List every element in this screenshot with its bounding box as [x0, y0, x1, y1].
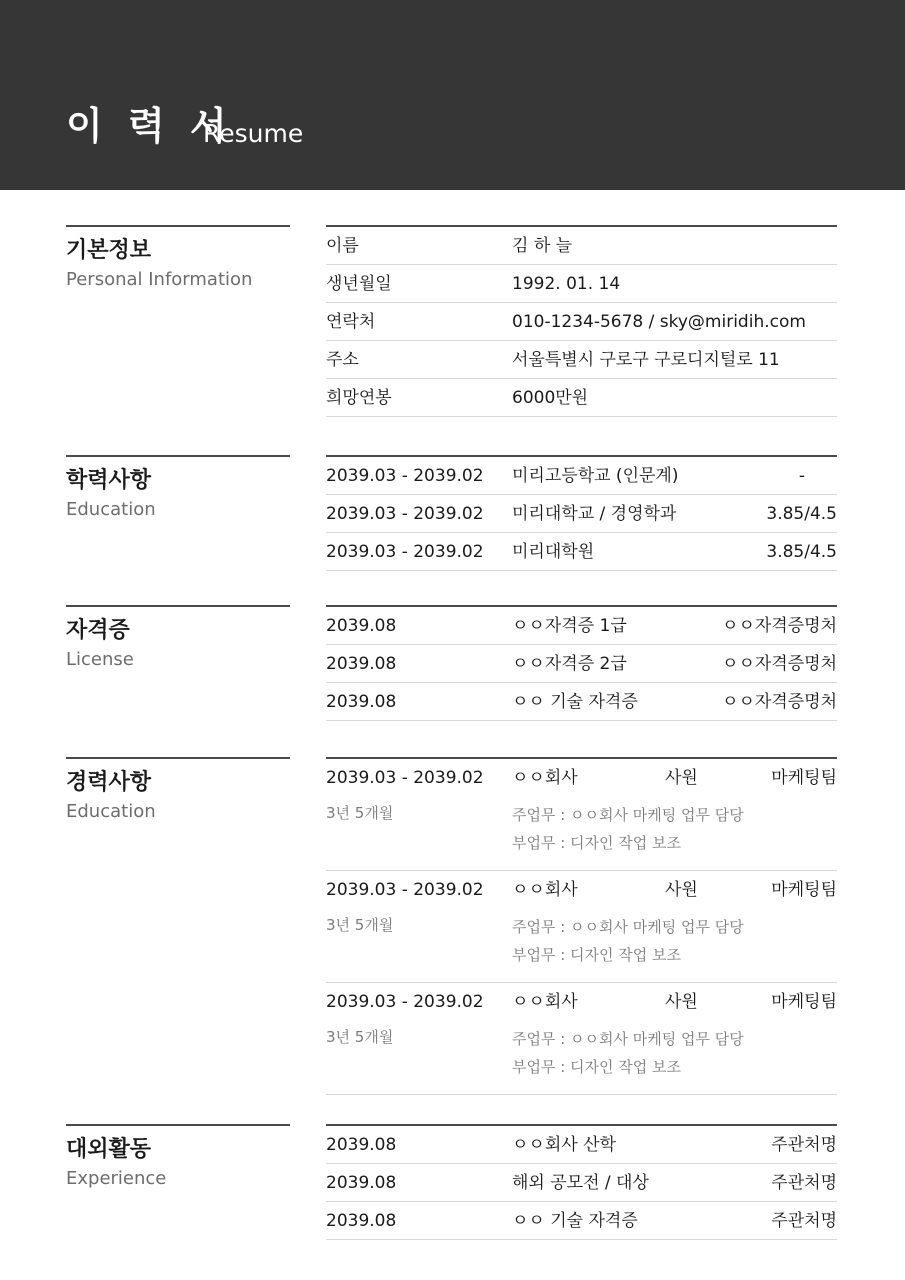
activity-name: ㅇㅇ회사 산학 [512, 1135, 616, 1155]
career-entry [326, 759, 837, 871]
field-label: 희망연봉 [326, 388, 392, 408]
field-value: 서울특별시 구로구 구로디지털로 11 [512, 350, 780, 370]
education-period: 2039.03 - 2039.02 [326, 504, 484, 524]
license-date: 2039.08 [326, 654, 397, 674]
activity-row [326, 1126, 837, 1164]
career-sub-duty: 부업무 : 디자인 작업 보조 [512, 834, 682, 852]
career-position: 사원 [665, 768, 698, 788]
career-period: 2039.03 - 2039.02 [326, 768, 484, 788]
field-label: 이름 [326, 236, 359, 256]
education-table [326, 455, 837, 571]
license-name: ㅇㅇ자격증 1급 [512, 616, 627, 636]
section-heading [66, 455, 290, 520]
activity-date: 2039.08 [326, 1211, 397, 1231]
career-team: 마케팅팀 [771, 880, 837, 900]
career-table [326, 757, 837, 1095]
career-company: ㅇㅇ회사 [512, 880, 578, 900]
field-value: 김 하 늘 [512, 236, 573, 256]
career-sub-duty: 부업무 : 디자인 작업 보조 [512, 946, 682, 964]
activity-organizer: 주관처명 [771, 1211, 837, 1231]
section-heading [66, 757, 290, 822]
field-value: 010-1234-5678 / sky@miridih.com [512, 312, 806, 332]
education-period: 2039.03 - 2039.02 [326, 466, 484, 486]
career-main-duty: 주업무 : ㅇㅇ회사 마케팅 업무 담당 [512, 806, 744, 824]
activity-organizer: 주관처명 [771, 1173, 837, 1193]
career-team: 마케팅팀 [771, 992, 837, 1012]
career-sub-duty: 부업무 : 디자인 작업 보조 [512, 1058, 682, 1076]
career-position: 사원 [665, 880, 698, 900]
resume-title: 이 력 서 [66, 104, 233, 148]
activities-table [326, 1124, 837, 1240]
career-entry [326, 983, 837, 1095]
field-label: 주소 [326, 350, 359, 370]
career-company: ㅇㅇ회사 [512, 768, 578, 788]
education-school: 미리대학교 / 경영학과 [512, 504, 677, 524]
career-duration: 3년 5개월 [326, 916, 394, 934]
education-row [326, 495, 837, 533]
section-title: 대외활동 [66, 1137, 152, 1162]
section-subtitle: Experience [66, 1168, 167, 1189]
career-duration: 3년 5개월 [326, 804, 394, 822]
section-subtitle: Education [66, 801, 156, 822]
education-row [326, 533, 837, 571]
career-duration: 3년 5개월 [326, 1028, 394, 1046]
activity-row [326, 1164, 837, 1202]
education-school: 미리대학원 [512, 542, 595, 562]
career-team: 마케팅팀 [771, 768, 837, 788]
license-row [326, 607, 837, 645]
activity-date: 2039.08 [326, 1135, 397, 1155]
activity-name: ㅇㅇ 기술 자격증 [512, 1211, 638, 1231]
career-entry [326, 871, 837, 983]
career-period: 2039.03 - 2039.02 [326, 880, 484, 900]
field-value: 6000만원 [512, 388, 589, 408]
field-value: 1992. 01. 14 [512, 274, 621, 294]
license-issuer: ㅇㅇ자격증명처 [722, 692, 837, 712]
field-label: 생년월일 [326, 274, 392, 294]
personal-row [326, 303, 837, 341]
career-company: ㅇㅇ회사 [512, 992, 578, 1012]
license-row [326, 683, 837, 721]
personal-row [326, 265, 837, 303]
career-position: 사원 [665, 992, 698, 1012]
license-row [326, 645, 837, 683]
resume-subtitle: Resume [203, 119, 304, 148]
education-school: 미리고등학교 (인문계) [512, 466, 679, 486]
personal-row [326, 227, 837, 265]
activity-organizer: 주관처명 [771, 1135, 837, 1155]
license-date: 2039.08 [326, 616, 397, 636]
section-subtitle: Personal Information [66, 269, 253, 290]
activity-row [326, 1202, 837, 1240]
section-title: 자격증 [66, 618, 130, 643]
activity-date: 2039.08 [326, 1173, 397, 1193]
section-title: 학력사항 [66, 468, 152, 493]
activity-name: 해외 공모전 / 대상 [512, 1173, 649, 1193]
license-issuer: ㅇㅇ자격증명처 [722, 616, 837, 636]
career-main-duty: 주업무 : ㅇㅇ회사 마케팅 업무 담당 [512, 1030, 744, 1048]
personal-row [326, 379, 837, 417]
section-title: 기본정보 [66, 238, 152, 263]
education-period: 2039.03 - 2039.02 [326, 542, 484, 562]
license-date: 2039.08 [326, 692, 397, 712]
education-score: - [798, 466, 805, 486]
license-issuer: ㅇㅇ자격증명처 [722, 654, 837, 674]
personal-table [326, 225, 837, 417]
section-subtitle: Education [66, 499, 156, 520]
license-name: ㅇㅇ 기술 자격증 [512, 692, 638, 712]
resume-header [0, 0, 905, 190]
career-period: 2039.03 - 2039.02 [326, 992, 484, 1012]
field-label: 연락처 [326, 312, 376, 332]
license-name: ㅇㅇ자격증 2급 [512, 654, 627, 674]
license-table [326, 605, 837, 721]
education-row [326, 457, 837, 495]
section-subtitle: License [66, 649, 134, 670]
career-main-duty: 주업무 : ㅇㅇ회사 마케팅 업무 담당 [512, 918, 744, 936]
education-score: 3.85/4.5 [766, 542, 837, 562]
section-title: 경력사항 [66, 770, 152, 795]
education-score: 3.85/4.5 [766, 504, 837, 524]
section-heading [66, 1124, 290, 1189]
personal-row [326, 341, 837, 379]
section-heading [66, 225, 290, 290]
section-heading [66, 605, 290, 670]
